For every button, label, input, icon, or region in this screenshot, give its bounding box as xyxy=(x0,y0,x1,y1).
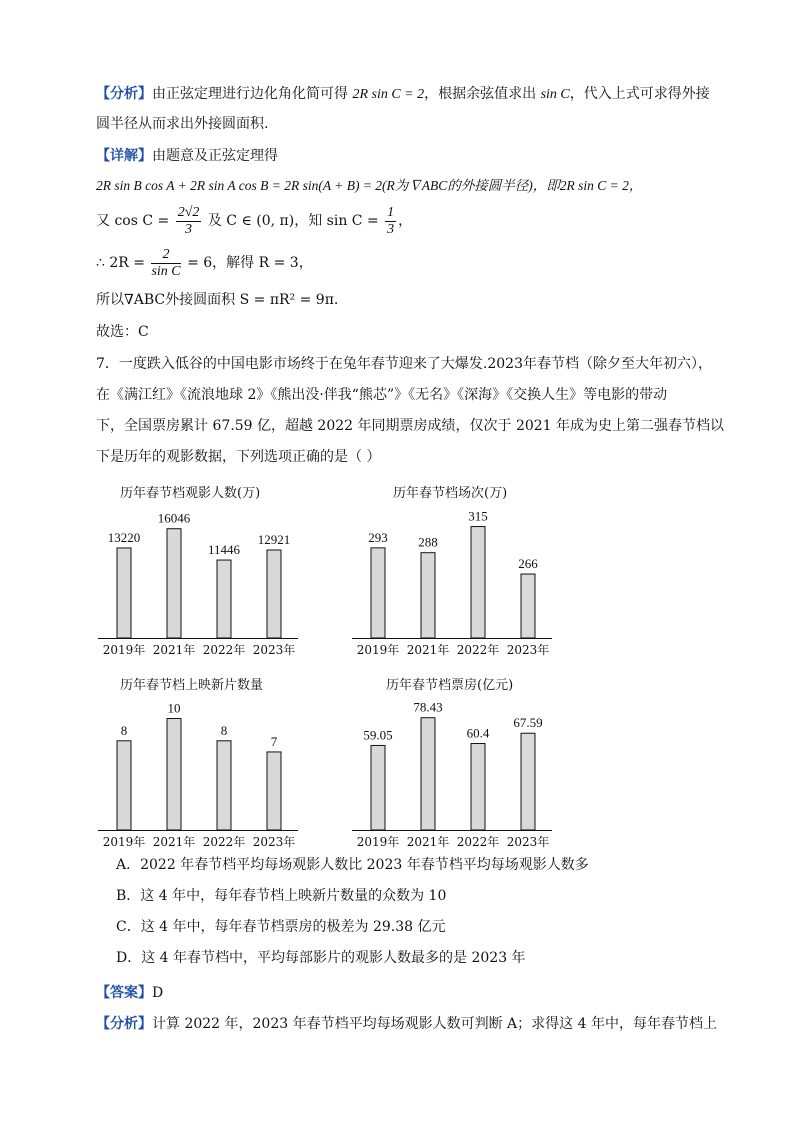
chart-screenings xyxy=(352,498,552,660)
analysis-paragraph-line2: 圆半径从而求出外接圆面积. xyxy=(96,116,269,132)
eq2-num: 2√2 xyxy=(177,204,200,220)
chart-category-label: 2022年 xyxy=(202,835,246,849)
chart-bar xyxy=(267,752,281,830)
analysis-expr-b: sin C xyxy=(540,87,570,102)
chart-data-label: 16046 xyxy=(157,510,191,526)
chart-bar xyxy=(217,741,231,830)
chart-category-label: 2021年 xyxy=(152,835,196,849)
chart-category-label: 2023年 xyxy=(252,835,296,849)
chart-category-label: 2021年 xyxy=(406,835,450,849)
chart-bar xyxy=(371,745,385,830)
chart-svg xyxy=(98,498,298,660)
option-d: D．这 4 年春节档中，平均每部影片的观影人数最多的是 2023 年 xyxy=(116,950,526,966)
detail-equation-3 xyxy=(96,246,313,280)
option-a: A．2022 年春节档平均每场观影人数比 2023 年春节档平均每场观影人数多 xyxy=(116,857,589,873)
chart-data-label: 60.4 xyxy=(466,725,490,741)
chart-title-audience: 历年春节档观影人数(万) xyxy=(120,486,261,501)
chart-title-box-office: 历年春节档票房(亿元) xyxy=(386,678,514,693)
chart-title-screenings: 历年春节档场次(万) xyxy=(393,486,508,501)
chart-category-label: 2023年 xyxy=(506,643,550,657)
chart-new-films xyxy=(98,690,298,852)
answer-line xyxy=(96,983,163,1003)
analysis2-tag: 【分析】 xyxy=(96,1016,152,1032)
eq3-num: 2 xyxy=(151,247,180,264)
question-line1: 7．一度跌入低谷的中国电影市场终于在兔年春节迎来了大爆发.2023年春节档（除夕至大年初六）， xyxy=(96,356,712,372)
eq3-fraction xyxy=(151,247,180,280)
answer-tag: 【答案】 xyxy=(96,985,152,1001)
chart-svg xyxy=(352,498,552,660)
option-c: C．这 4 年中，每年春节档票房的极差为 29.38 亿元 xyxy=(116,919,446,935)
eq2-den: 3 xyxy=(185,221,193,237)
chart-bar xyxy=(371,548,385,638)
eq3-den: sin C xyxy=(151,263,181,279)
chart-data-label: 59.05 xyxy=(363,727,393,743)
chart-data-label: 8 xyxy=(120,722,128,738)
chart-svg xyxy=(352,690,552,852)
chart-category-label: 2023年 xyxy=(252,643,296,657)
chart-data-label: 293 xyxy=(368,529,388,545)
detail-choice: 故选：C xyxy=(96,324,149,340)
analysis2-text: 计算 2022 年，2023 年春节档平均每场观影人数可判断 A；求得这 4 年中，每年春节档上 xyxy=(152,1016,717,1032)
chart-bar xyxy=(471,527,485,638)
chart-data-label: 10 xyxy=(167,700,181,716)
chart-data-label: 315 xyxy=(468,508,488,524)
detail-header xyxy=(96,146,278,166)
analysis-text-b: ，根据余弦值求出 xyxy=(424,86,537,102)
analysis2-line xyxy=(96,1014,717,1034)
analysis-tag: 【分析】 xyxy=(96,86,152,102)
eq2-text-a: 又 cos C = xyxy=(96,213,170,229)
chart-data-label: 12921 xyxy=(257,531,291,547)
chart-data-label: 11446 xyxy=(207,542,241,558)
analysis-paragraph-line1 xyxy=(96,84,710,105)
chart-category-label: 2019年 xyxy=(102,835,146,849)
chart-category-label: 2023年 xyxy=(506,835,550,849)
detail-equation-1: 2R sin B cos A + 2R sin A cos B = 2R sin(A + B) = 2(R为∇ABC的外接圆半径)，即2R sin C = 2， xyxy=(96,178,643,193)
option-b: B．这 4 年中，每年春节档上映新片数量的众数为 10 xyxy=(116,888,447,904)
chart-category-label: 2019年 xyxy=(356,835,400,849)
chart-bar xyxy=(421,553,435,638)
analysis-text-c: ，代入上式可求得外接 xyxy=(569,86,710,102)
eq3-text-a: ∴ 2R = xyxy=(96,255,145,271)
chart-title-new-films: 历年春节档上映新片数量 xyxy=(120,678,264,693)
question-line2: 在《满江红》《流浪地球 2》《熊出没·伴我“熊芯”》《无名》《深海》《交换人生》等电影的带动 xyxy=(96,387,668,403)
chart-bar xyxy=(267,550,281,638)
chart-bar xyxy=(471,744,485,830)
chart-category-label: 2021年 xyxy=(152,643,196,657)
chart-category-label: 2022年 xyxy=(456,643,500,657)
chart-data-label: 13220 xyxy=(107,529,141,545)
chart-data-label: 7 xyxy=(270,733,278,749)
eq2-fraction-sin xyxy=(385,205,396,238)
chart-bar xyxy=(167,718,181,830)
detail-tag: 【详解】 xyxy=(96,148,152,164)
detail-equation-4: 所以∇ABC外接圆面积 S = πR² = 9π. xyxy=(96,292,339,308)
chart-bar xyxy=(167,529,181,638)
chart-data-label: 8 xyxy=(220,722,228,738)
chart-data-label: 67.59 xyxy=(513,715,543,731)
chart-category-label: 2019年 xyxy=(356,643,400,657)
chart-bar xyxy=(521,733,535,830)
chart-bar xyxy=(117,741,131,830)
eq2-text-c: ， xyxy=(398,213,413,229)
chart-bar xyxy=(521,574,535,638)
chart-category-label: 2022年 xyxy=(456,835,500,849)
chart-audience xyxy=(98,498,298,660)
chart-data-label: 266 xyxy=(518,556,538,572)
chart-bar xyxy=(421,718,435,830)
question-line3: 下，全国票房累计 67.59 亿，超越 2022 年同期票房成绩，仅次于 2021 年成为史上第二强春节档以 xyxy=(96,418,725,434)
detail-equation-2 xyxy=(96,204,412,238)
chart-box-office xyxy=(352,690,552,852)
eq2-text-b: 及 C ∈ (0, π)，知 sin C = xyxy=(207,213,379,229)
chart-data-label: 288 xyxy=(418,534,438,550)
chart-data-label: 78.43 xyxy=(413,699,443,715)
eq2-den2: 3 xyxy=(387,221,395,237)
analysis-expr-a: 2R sin C = 2 xyxy=(352,87,425,102)
analysis-text-a: 由正弦定理进行边化角化简可得 xyxy=(152,86,348,102)
chart-category-label: 2021年 xyxy=(406,643,450,657)
chart-category-label: 2019年 xyxy=(102,643,146,657)
detail-intro: 由题意及正弦定理得 xyxy=(152,148,278,164)
answer-value: D xyxy=(152,985,164,1001)
chart-bar xyxy=(117,548,131,638)
chart-bar xyxy=(217,560,231,638)
eq2-num2: 1 xyxy=(387,204,395,220)
chart-category-label: 2022年 xyxy=(202,643,246,657)
eq3-text-b: = 6，解得 R = 3， xyxy=(187,255,313,271)
chart-svg xyxy=(98,690,298,852)
eq2-fraction-cos xyxy=(176,205,202,238)
question-line4: 下是历年的观影数据，下列选项正确的是（ ） xyxy=(96,449,381,465)
